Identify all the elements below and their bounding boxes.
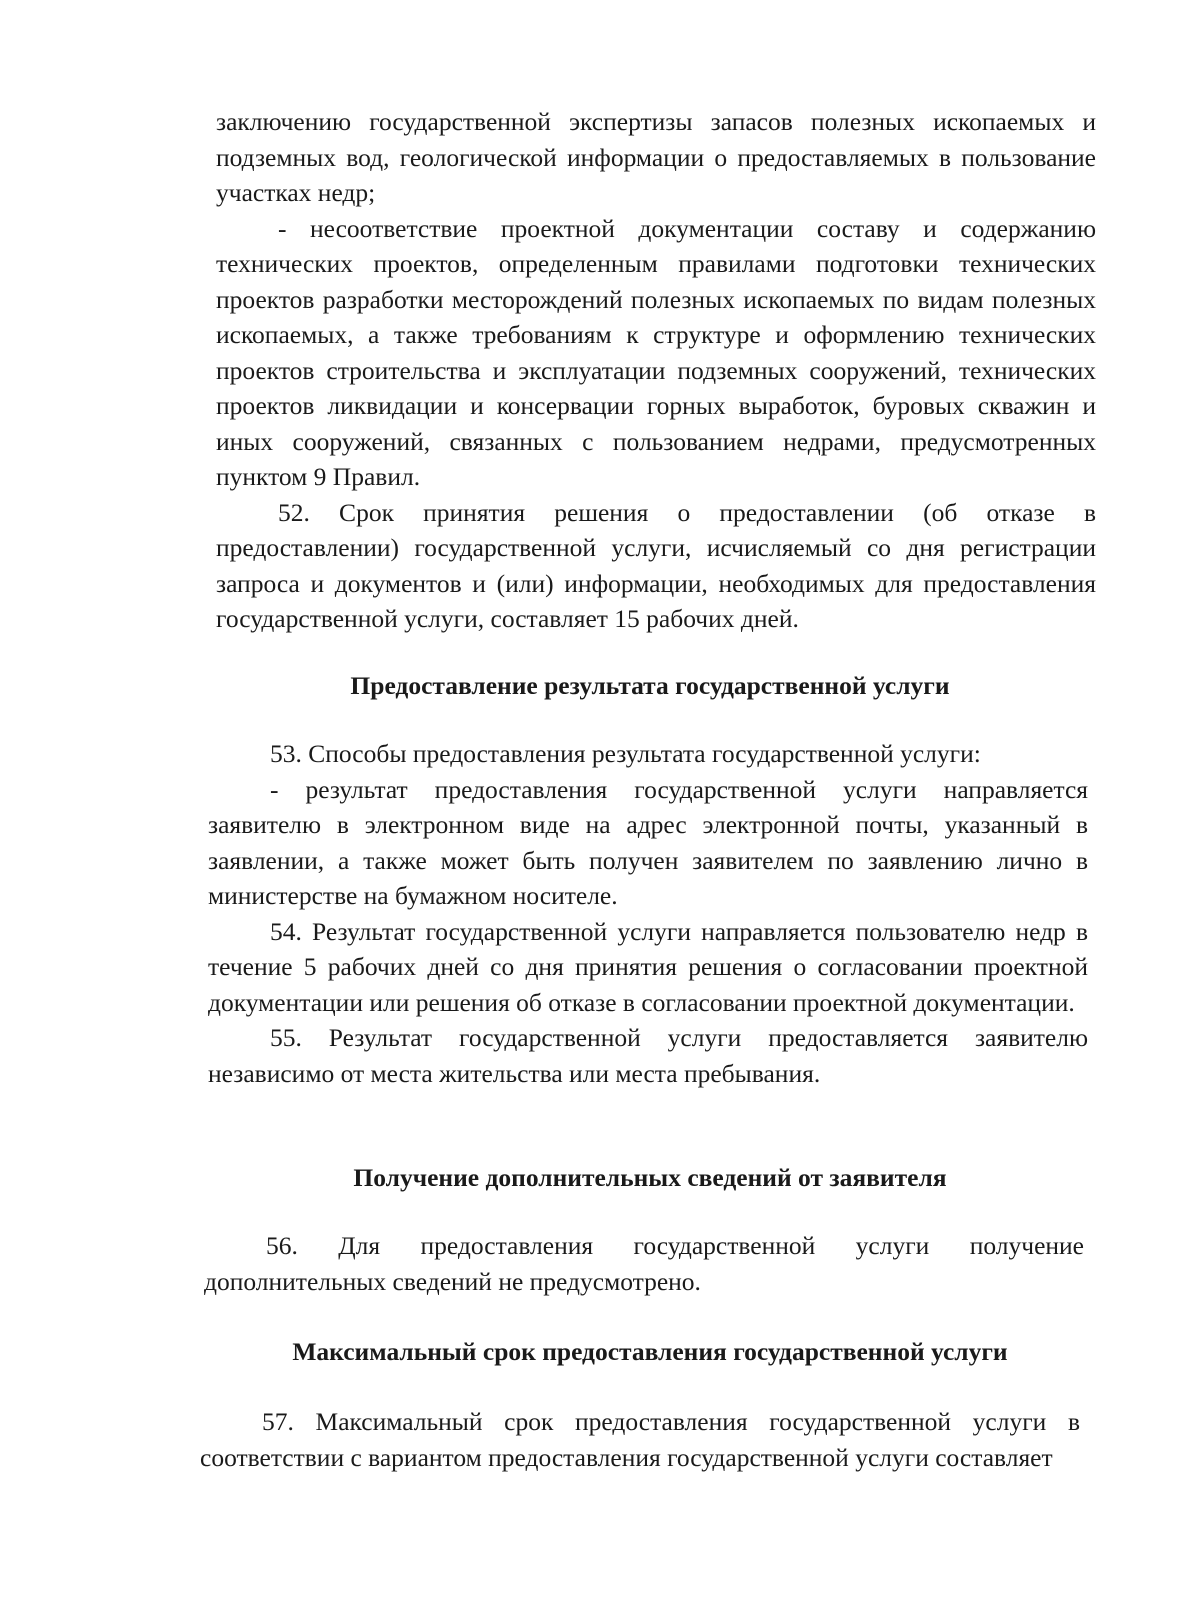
text-block-2 bbox=[208, 736, 1088, 1091]
heading-max-term: Максимальный срок предоставления государственной услуги bbox=[292, 1337, 1008, 1366]
text-block-4 bbox=[200, 1404, 1080, 1475]
paragraph-52: 52. Срок принятия решения о предоставлении (об отказе в предоставлении) государственной услуги, исчисляемый со дня регистрации запроса и документов и (или) информации, необходимых для предоставления государственной услуги, составляет 15 рабочих дней. bbox=[216, 497, 1096, 633]
paragraph-expertise: заключению государственной экспертизы запасов полезных ископаемых и подземных вод, геологической информации о предоставляемых в пользование участках недр; bbox=[216, 107, 1096, 207]
paragraph-55: 55. Результат государственной услуги предоставляется заявителю независимо от места жительства или места пребывания. bbox=[208, 1023, 1088, 1088]
paragraph-56: 56. Для предоставления государственной услуги получение дополнительных сведений не предусмотрено. bbox=[204, 1231, 1084, 1296]
paragraph-53: 53. Способы предоставления результата государственной услуги: bbox=[270, 739, 981, 768]
paragraph-54: 54. Результат государственной услуги направляется пользователю недр в течение 5 рабочих дней со дня принятия решения о согласовании проектной документации или решения об отказе в согласовании проектной документации. bbox=[208, 916, 1088, 1017]
paragraph-nonconformity: - несоответствие проектной документации составу и содержанию технических проектов, определенным правилами подготовки технических проектов разработки месторождений полезных ископаемых по видам полезных ископаемых, а также требованиям к структуре и оформлению технических проектов строительства и эксплуатации подземных сооружений, технических проектов ликвидации и консервации горных выработок, буровых скважин и иных сооружений, связанных с пользованием недрами, предусмотренных пунктом 9 Правил. bbox=[216, 213, 1096, 491]
heading-result-provision: Предоставление результата государственной услуги bbox=[350, 671, 950, 700]
text-block-3 bbox=[204, 1228, 1084, 1299]
heading-additional-info: Получение дополнительных сведений от заявителя bbox=[353, 1163, 947, 1192]
paragraph-57: 57. Максимальный срок предоставления государственной услуги в соответствии с вариантом предоставления государственной услуги составляет bbox=[200, 1407, 1080, 1472]
text-block-1 bbox=[216, 104, 1096, 637]
paragraph-result-delivery: - результат предоставления государственной услуги направляется заявителю в электронном виде на адрес электронной почты, указанный в заявлении, а также может быть получен заявителем по заявлению лично в министерстве на бумажном носителе. bbox=[208, 774, 1088, 910]
